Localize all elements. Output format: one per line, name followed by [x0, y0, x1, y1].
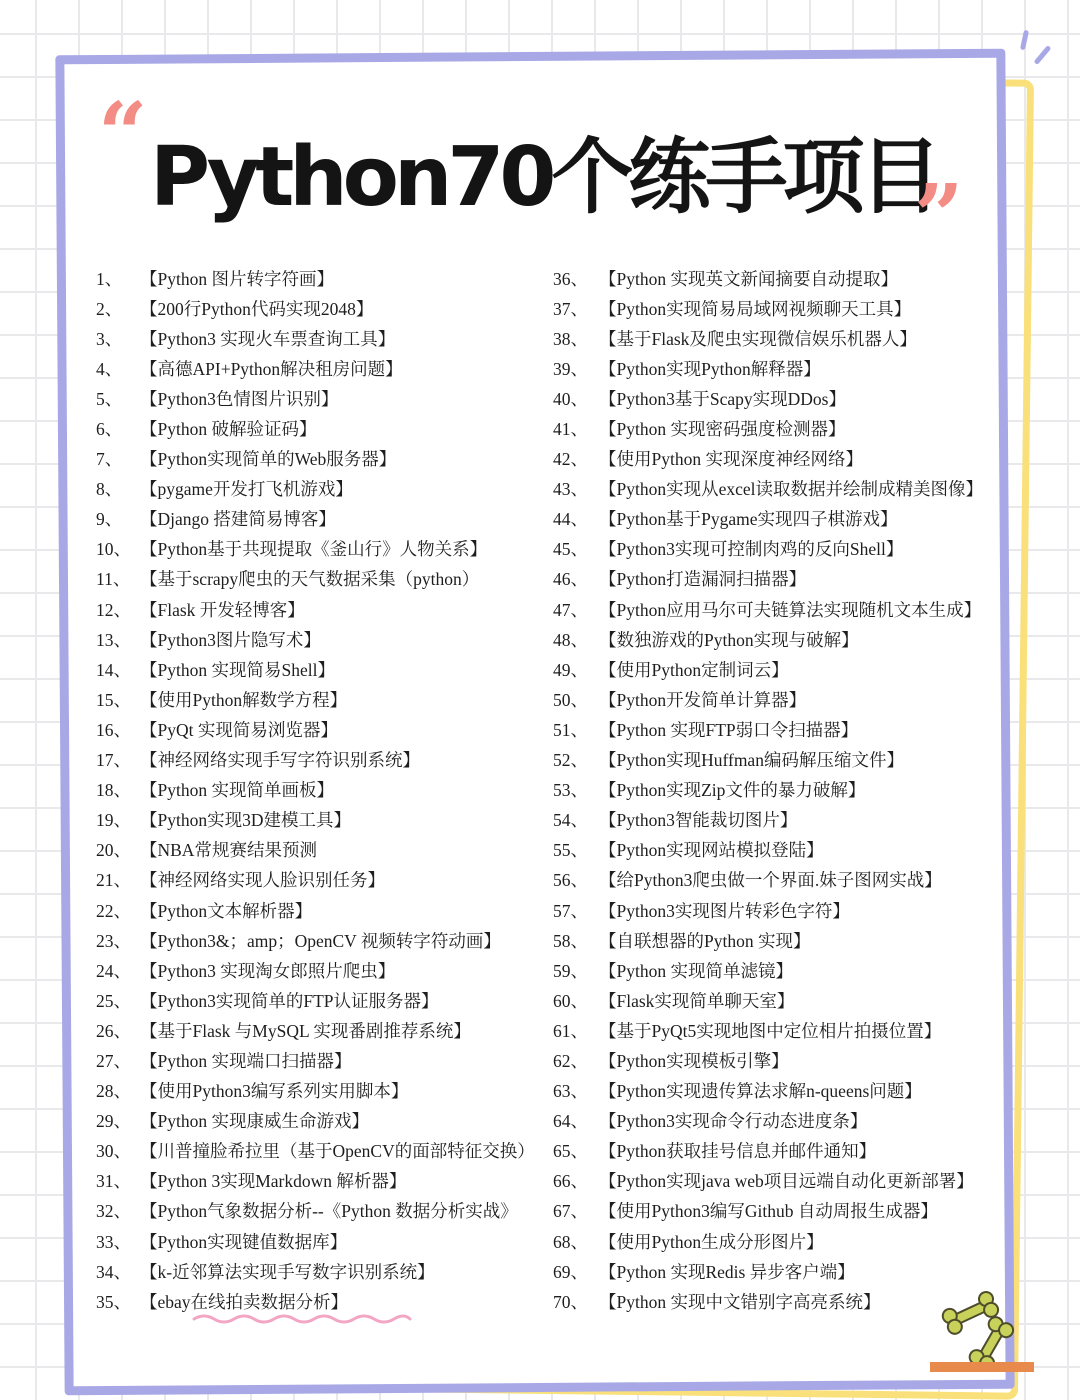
project-item	[553, 745, 1003, 775]
project-item	[553, 985, 1003, 1015]
project-item	[553, 1045, 1003, 1075]
project-number: 52、	[553, 750, 588, 771]
project-title: 【Python 实现端口扫描器】	[140, 1050, 352, 1071]
project-number: 9、	[96, 509, 123, 530]
project-item	[96, 925, 546, 955]
project-title: 【Python应用马尔可夫链算法实现随机文本生成】	[599, 599, 982, 620]
squiggle-underline-decoration	[192, 1311, 412, 1327]
project-number: 2、	[96, 298, 123, 319]
project-number: 24、	[96, 960, 131, 981]
project-number: 30、	[96, 1141, 131, 1162]
project-title: 【Python3基于Scapy实现DDos】	[599, 388, 846, 409]
project-item	[553, 805, 1003, 835]
project-number: 47、	[553, 599, 588, 620]
project-title: 【神经网络实现手写字符识别系统】	[140, 750, 420, 771]
project-number: 46、	[553, 569, 588, 590]
project-item	[96, 835, 546, 865]
project-number: 31、	[96, 1171, 131, 1192]
project-number: 27、	[96, 1050, 131, 1071]
project-title: 【Python气象数据分析--《Python 数据分析实战》	[140, 1201, 518, 1222]
project-title: 【高德API+Python解决租房问题】	[140, 358, 403, 379]
project-item	[553, 895, 1003, 925]
project-number: 48、	[553, 629, 588, 650]
project-item	[553, 564, 1003, 594]
project-number: 37、	[553, 298, 588, 319]
project-title: 【数独游戏的Python实现与破解】	[599, 629, 859, 650]
project-number: 11、	[96, 569, 131, 590]
project-item	[553, 534, 1003, 564]
project-item	[96, 985, 546, 1015]
project-number: 55、	[553, 840, 588, 861]
project-item	[553, 654, 1003, 684]
project-title: 【Python 实现FTP弱口令扫描器】	[599, 719, 859, 740]
project-title: 【Python实现模板引擎】	[599, 1050, 789, 1071]
project-title: 【Python 3实现Markdown 解析器】	[140, 1171, 407, 1192]
project-number: 26、	[96, 1020, 131, 1041]
project-title: 【Python3 实现淘女郎照片爬虫】	[140, 960, 396, 981]
project-number: 61、	[553, 1020, 588, 1041]
project-number: 68、	[553, 1231, 588, 1252]
project-item	[96, 1166, 546, 1196]
project-item	[553, 624, 1003, 654]
open-quote-mark: “	[98, 84, 148, 185]
project-title: 【Python文本解析器】	[140, 900, 313, 921]
project-number: 38、	[553, 328, 588, 349]
project-item	[96, 714, 546, 744]
corner-tick-decoration	[1020, 30, 1029, 51]
project-number: 69、	[553, 1261, 588, 1282]
project-title: 【k-近邻算法实现手写数字识别系统】	[140, 1261, 435, 1282]
project-number: 34、	[96, 1261, 131, 1282]
project-item	[553, 714, 1003, 744]
project-number: 43、	[553, 479, 588, 500]
project-item	[96, 1256, 546, 1286]
project-item	[96, 444, 546, 474]
project-item	[553, 353, 1003, 383]
project-list-right	[553, 263, 1003, 1316]
project-item	[96, 534, 546, 564]
project-title: 【使用Python3编写系列实用脚本】	[140, 1081, 409, 1102]
project-title: 【Python3实现可控制肉鸡的反向Shell】	[599, 539, 904, 560]
project-number: 58、	[553, 930, 588, 951]
project-item	[96, 684, 546, 714]
project-number: 23、	[96, 930, 131, 951]
project-item	[96, 805, 546, 835]
project-title: 【Python实现键值数据库】	[140, 1231, 348, 1252]
project-item	[553, 775, 1003, 805]
project-item	[96, 865, 546, 895]
project-number: 35、	[96, 1291, 131, 1312]
project-title: 【Python 实现密码强度检测器】	[599, 419, 846, 440]
project-item	[553, 1136, 1003, 1166]
project-number: 25、	[96, 990, 131, 1011]
project-title: 【ebay在线拍卖数据分析】	[140, 1291, 349, 1312]
project-number: 64、	[553, 1111, 588, 1132]
project-item	[96, 1196, 546, 1226]
project-item	[553, 835, 1003, 865]
project-number: 14、	[96, 659, 131, 680]
project-title: 【Python3&；amp；OpenCV 视频转字符动画】	[140, 930, 501, 951]
project-item	[96, 353, 546, 383]
project-title: 【Python 实现简易Shell】	[140, 659, 335, 680]
project-number: 65、	[553, 1141, 588, 1162]
project-title: 【Python3实现简单的FTP认证服务器】	[140, 990, 439, 1011]
project-item	[96, 1045, 546, 1075]
project-number: 13、	[96, 629, 131, 650]
project-item	[553, 293, 1003, 323]
project-item	[96, 474, 546, 504]
project-title: 【基于Flask及爬虫实现微信娱乐机器人】	[599, 328, 917, 349]
project-number: 22、	[96, 900, 131, 921]
project-item	[96, 1015, 546, 1045]
corner-tick-decoration	[1034, 45, 1052, 65]
project-title: 【Python实现java web项目远端自动化更新部署】	[599, 1171, 974, 1192]
project-item	[96, 564, 546, 594]
project-number: 28、	[96, 1081, 131, 1102]
project-title: 【Python 实现英文新闻摘要自动提取】	[599, 268, 898, 289]
project-number: 45、	[553, 539, 588, 560]
project-number: 12、	[96, 599, 131, 620]
project-title: 【Python实现简单的Web服务器】	[140, 449, 397, 470]
project-item	[96, 413, 546, 443]
project-item	[96, 504, 546, 534]
project-title: 【Python 实现中文错别字高亮系统】	[599, 1291, 881, 1312]
project-number: 44、	[553, 509, 588, 530]
project-item	[96, 1226, 546, 1256]
project-number: 32、	[96, 1201, 131, 1222]
project-number: 21、	[96, 870, 131, 891]
project-number: 6、	[96, 419, 123, 440]
project-title: 【Python实现Huffman编码解压缩文件】	[599, 750, 904, 771]
project-title: 【Python实现3D建模工具】	[140, 810, 351, 831]
project-item	[553, 413, 1003, 443]
project-number: 40、	[553, 388, 588, 409]
project-title: 【给Python3爬虫做一个界面.妹子图网实战】	[599, 870, 942, 891]
project-item	[96, 293, 546, 323]
project-item	[553, 1256, 1003, 1286]
project-title: 【使用Python解数学方程】	[140, 689, 348, 710]
close-quote-mark: ”	[914, 166, 964, 267]
project-item	[553, 865, 1003, 895]
project-title: 【Python3智能裁切图片】	[599, 810, 798, 831]
project-item	[553, 444, 1003, 474]
project-number: 8、	[96, 479, 123, 500]
project-item	[96, 1136, 546, 1166]
project-item	[96, 263, 546, 293]
project-item	[553, 504, 1003, 534]
project-title: 【Python实现简易局域网视频聊天工具】	[599, 298, 912, 319]
project-item	[96, 654, 546, 684]
project-item	[96, 624, 546, 654]
project-title: 【使用Python3编写Github 自动周报生成器】	[599, 1201, 938, 1222]
project-item	[96, 745, 546, 775]
project-number: 62、	[553, 1050, 588, 1071]
project-title: 【Python 实现简单滤镜】	[599, 960, 793, 981]
project-title: 【pygame开发打飞机游戏】	[140, 479, 353, 500]
project-title: 【Python基于共现提取《釜山行》人物关系】	[140, 539, 488, 560]
project-title: 【基于Flask 与MySQL 实现番剧推荐系统】	[140, 1020, 471, 1041]
project-title: 【Python 实现Redis 异步客户端】	[599, 1261, 855, 1282]
project-item	[553, 955, 1003, 985]
project-number: 56、	[553, 870, 588, 891]
project-number: 53、	[553, 780, 588, 801]
project-item	[553, 684, 1003, 714]
project-list-left	[96, 263, 546, 1316]
project-title: 【Python 实现康威生命游戏】	[140, 1111, 369, 1132]
project-number: 4、	[96, 358, 123, 379]
project-title: 【Python实现从excel读取数据并绘制成精美图像】	[599, 479, 984, 500]
project-number: 20、	[96, 840, 131, 861]
project-item	[96, 1076, 546, 1106]
project-title: 【Python打造漏洞扫描器】	[599, 569, 807, 590]
project-title: 【基于PyQt5实现地图中定位相片拍摄位置】	[599, 1020, 942, 1041]
project-title: 【Python基于Pygame实现四子棋游戏】	[599, 509, 898, 530]
project-title: 【神经网络实现人脸识别任务】	[140, 870, 385, 891]
project-title: 【NBA常规赛结果预测	[140, 840, 317, 861]
project-number: 17、	[96, 750, 131, 771]
project-number: 67、	[553, 1201, 588, 1222]
project-item	[96, 594, 546, 624]
project-number: 5、	[96, 388, 123, 409]
project-item	[553, 474, 1003, 504]
project-title: 【Python3图片隐写术】	[140, 629, 321, 650]
project-title: 【Python3 实现火车票查询工具】	[140, 328, 396, 349]
project-number: 15、	[96, 689, 131, 710]
dog-bones-illustration	[930, 1288, 1050, 1372]
project-item	[553, 263, 1003, 293]
project-title: 【Flask 开发轻博客】	[140, 599, 305, 620]
project-title: 【Python实现网站模拟登陆】	[599, 840, 824, 861]
project-number: 7、	[96, 449, 123, 470]
project-title: 【Python3实现图片转彩色字符】	[599, 900, 850, 921]
project-item	[96, 775, 546, 805]
project-title: 【Python 实现简单画板】	[140, 780, 334, 801]
project-number: 42、	[553, 449, 588, 470]
project-item	[553, 1226, 1003, 1256]
project-number: 59、	[553, 960, 588, 981]
project-number: 49、	[553, 659, 588, 680]
project-item	[553, 1015, 1003, 1045]
project-title: 【Python3实现命令行动态进度条】	[599, 1111, 868, 1132]
project-item	[553, 1106, 1003, 1136]
project-title: 【Python实现Python解释器】	[599, 358, 821, 379]
project-item	[553, 594, 1003, 624]
project-number: 54、	[553, 810, 588, 831]
project-title: 【200行Python代码实现2048】	[140, 298, 374, 319]
project-number: 36、	[553, 268, 588, 289]
project-item	[553, 925, 1003, 955]
project-number: 10、	[96, 539, 131, 560]
project-number: 66、	[553, 1171, 588, 1192]
project-title: 【使用Python 实现深度神经网络】	[599, 449, 863, 470]
project-title: 【Python 图片转字符画】	[140, 268, 334, 289]
project-number: 3、	[96, 328, 123, 349]
project-item	[96, 323, 546, 353]
project-item	[96, 383, 546, 413]
project-title: 【Python获取挂号信息并邮件通知】	[599, 1141, 877, 1162]
project-item	[96, 1106, 546, 1136]
project-item	[553, 1166, 1003, 1196]
project-title: 【Django 搭建简易博客】	[140, 509, 336, 530]
project-title: 【自联想器的Python 实现】	[599, 930, 811, 951]
project-item	[553, 323, 1003, 353]
page-title: Python70个练手项目	[150, 130, 937, 225]
project-number: 18、	[96, 780, 131, 801]
project-number: 41、	[553, 419, 588, 440]
project-item	[553, 383, 1003, 413]
project-number: 57、	[553, 900, 588, 921]
project-number: 70、	[553, 1291, 588, 1312]
project-title: 【Flask实现简单聊天室】	[599, 990, 795, 1011]
project-title: 【川普撞脸希拉里（基于OpenCV的面部特征交换）	[140, 1141, 535, 1162]
project-title: 【Python 破解验证码】	[140, 419, 317, 440]
project-title: 【Python3色情图片识别】	[140, 388, 339, 409]
project-number: 51、	[553, 719, 588, 740]
project-number: 60、	[553, 990, 588, 1011]
project-number: 16、	[96, 719, 131, 740]
project-number: 50、	[553, 689, 588, 710]
project-number: 29、	[96, 1111, 131, 1132]
project-title: 【Python实现Zip文件的暴力破解】	[599, 780, 866, 801]
project-number: 39、	[553, 358, 588, 379]
project-title: 【基于scrapy爬虫的天气数据采集（python）	[140, 569, 480, 590]
project-title: 【使用Python定制词云】	[599, 659, 789, 680]
project-number: 1、	[96, 268, 123, 289]
project-item	[96, 955, 546, 985]
project-title: 【Python开发简单计算器】	[599, 689, 807, 710]
project-number: 33、	[96, 1231, 131, 1252]
project-item	[553, 1076, 1003, 1106]
project-title: 【Python实现遗传算法求解n-queens问题】	[599, 1081, 922, 1102]
project-title: 【PyQt 实现简易浏览器】	[140, 719, 338, 740]
project-number: 19、	[96, 810, 131, 831]
project-number: 63、	[553, 1081, 588, 1102]
project-title: 【使用Python生成分形图片】	[599, 1231, 824, 1252]
project-item	[553, 1196, 1003, 1226]
project-item	[96, 895, 546, 925]
